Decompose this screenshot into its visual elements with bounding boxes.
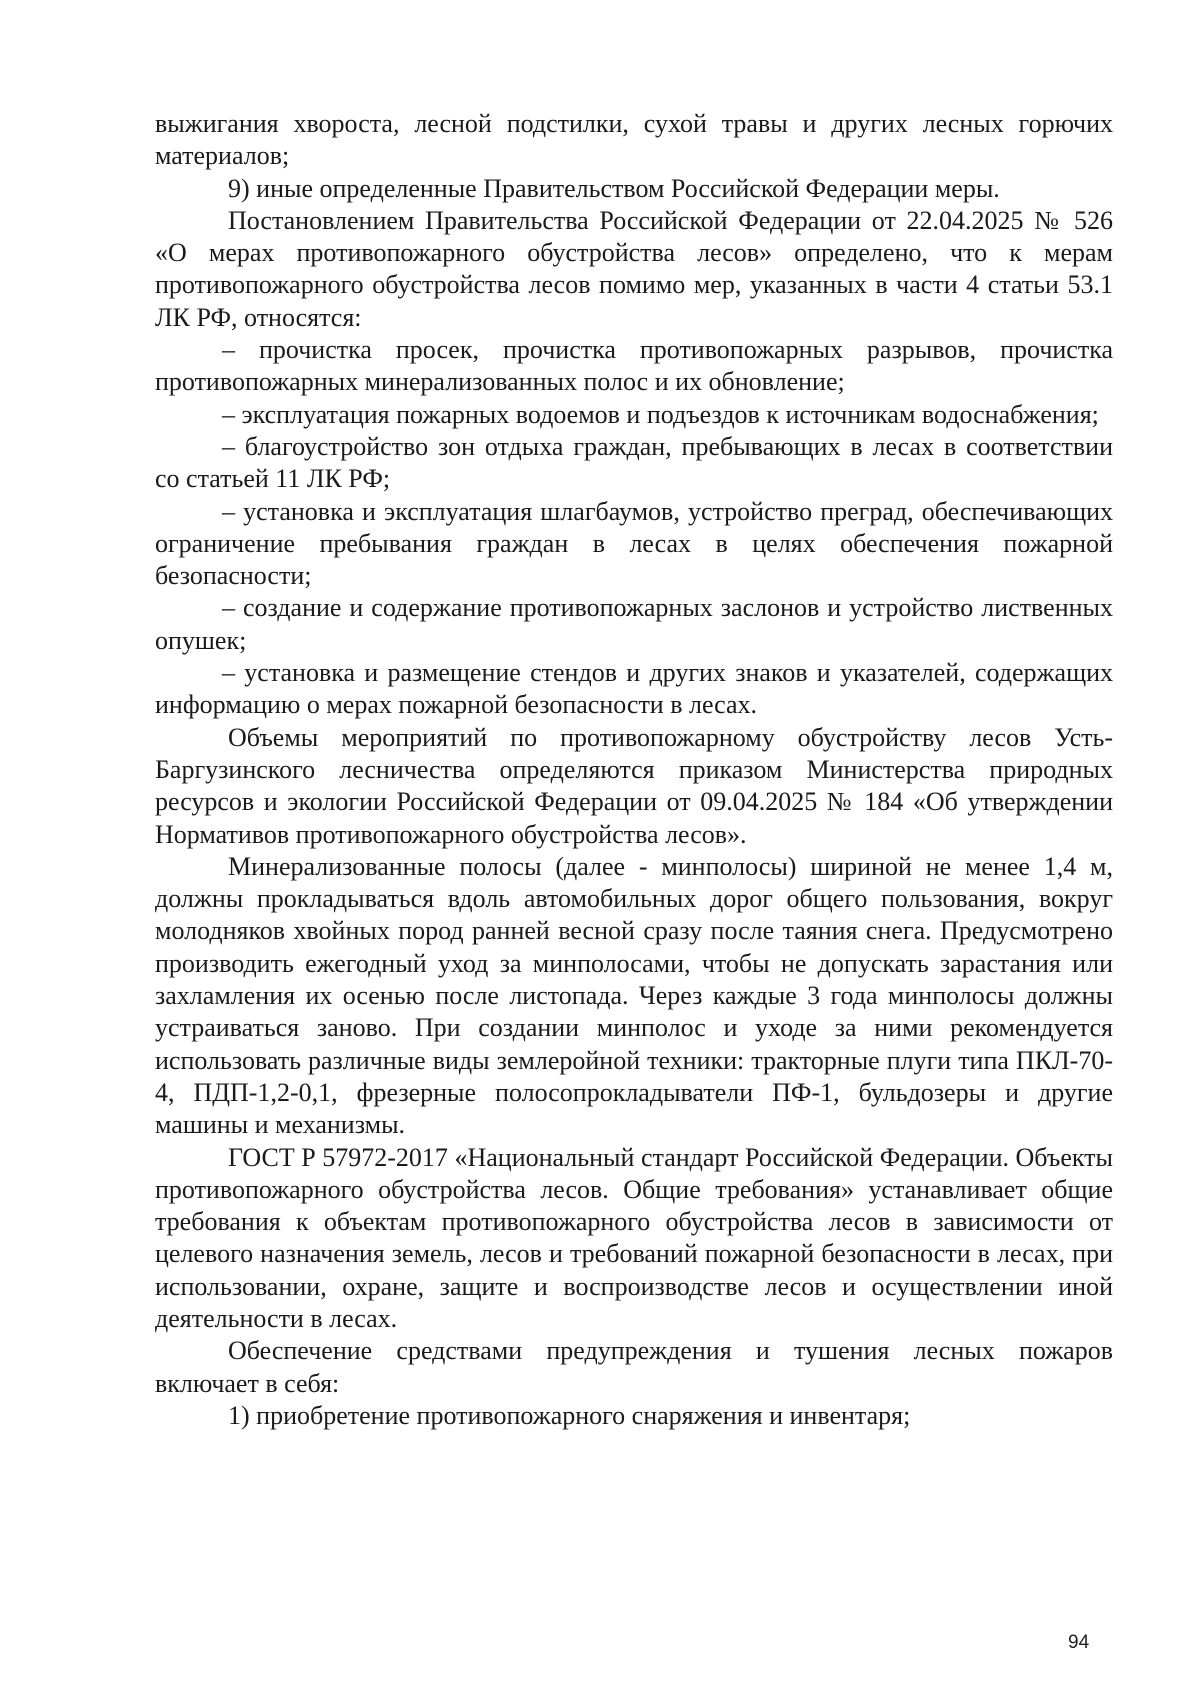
paragraph-provision: Обеспечение средствами предупреждения и тушения лесных пожаров включает в себя:	[155, 1336, 1113, 1398]
list-item-recreation-zones: – благоустройство зон отдыха граждан, пребывающих в лесах в соответствии со статьей 11 ЛК РФ;	[155, 431, 1113, 494]
list-item-signs: – установка и размещение стендов и других знаков и указателей, содержащих информацию о мерах пожарной безопасности в лесах.	[155, 658, 1113, 720]
list-item-water-reservoirs: – эксплуатация пожарных водоемов и подъездов к источникам водоснабжения;	[222, 399, 1099, 429]
paragraph-gost: ГОСТ Р 57972-2017 «Национальный стандарт Российской Федерации. Объекты противопожарного обустройства лесов. Общие требования» устанавливает общие требования к объектам противопожарного обустройства лесов в зависимости от целевого назначения земель, лесов и требований пожарной безопасности в лесах, при использовании, охране, защите и воспроизводстве лесов и осуществлении иной деятельности в лесах.	[155, 1142, 1113, 1333]
list-item-barriers: – установка и эксплуатация шлагбаумов, устройство преград, обеспечивающих ограничение пребывания граждан в лесах в целях обеспечения пожарной безопасности;	[155, 496, 1113, 591]
paragraph-list-item-9: 9) иные определенные Правительством Российской Федерации меры.	[228, 173, 1000, 203]
paragraph-list-item-1: 1) приобретение противопожарного снаряжения и инвентаря;	[228, 1400, 911, 1430]
paragraph-continuation: выжигания хвороста, лесной подстилки, сухой травы и других лесных горючих материалов;	[155, 109, 1113, 171]
list-item-fire-breaks: – создание и содержание противопожарных заслонов и устройство лиственных опушек;	[155, 593, 1113, 655]
paragraph-volumes: Объемы мероприятий по противопожарному обустройству лесов Усть-Баргузинского лесничества определяются приказом Министерства природных ресурсов и экологии Российской Федерации от 09.04.2025 № 184 «Об утверждении Нормативов противопожарного обустройства лесов».	[155, 722, 1113, 849]
document-body	[155, 108, 1113, 1432]
paragraph-mineralized-strips: Минерализованные полосы (далее - минполосы) шириной не менее 1,4 м, должны прокладываться вдоль автомобильных дорог общего пользования, вокруг молодняков хвойных пород ранней весной сразу после таяния снега. Предусмотрено производить ежегодный уход за минполосами, чтобы не допускать зарастания или захламления их осенью после листопада. Через каждые 3 года минполосы должны устраиваться заново. При создании минполос и уходе за ними рекомендуется использовать различные виды землеройной техники: тракторные плуги типа ПКЛ-70-4, ПДП-1,2-0,1, фрезерные полосопрокладыватели ПФ-1, бульдозеры и другие машины и механизмы.	[155, 851, 1113, 1140]
page-number: 94	[1068, 1632, 1090, 1653]
list-item-clearing: – прочистка просек, прочистка противопожарных разрывов, прочистка противопожарных минерализованных полос и их обновление;	[155, 335, 1113, 397]
paragraph-resolution: Постановлением Правительства Российской Федерации от 22.04.2025 № 526 «О мерах противопожарного обустройства лесов» определено, что к мерам противопожарного обустройства лесов помимо мер, указанных в части 4 статьи 53.1 ЛК РФ, относятся:	[155, 205, 1113, 332]
